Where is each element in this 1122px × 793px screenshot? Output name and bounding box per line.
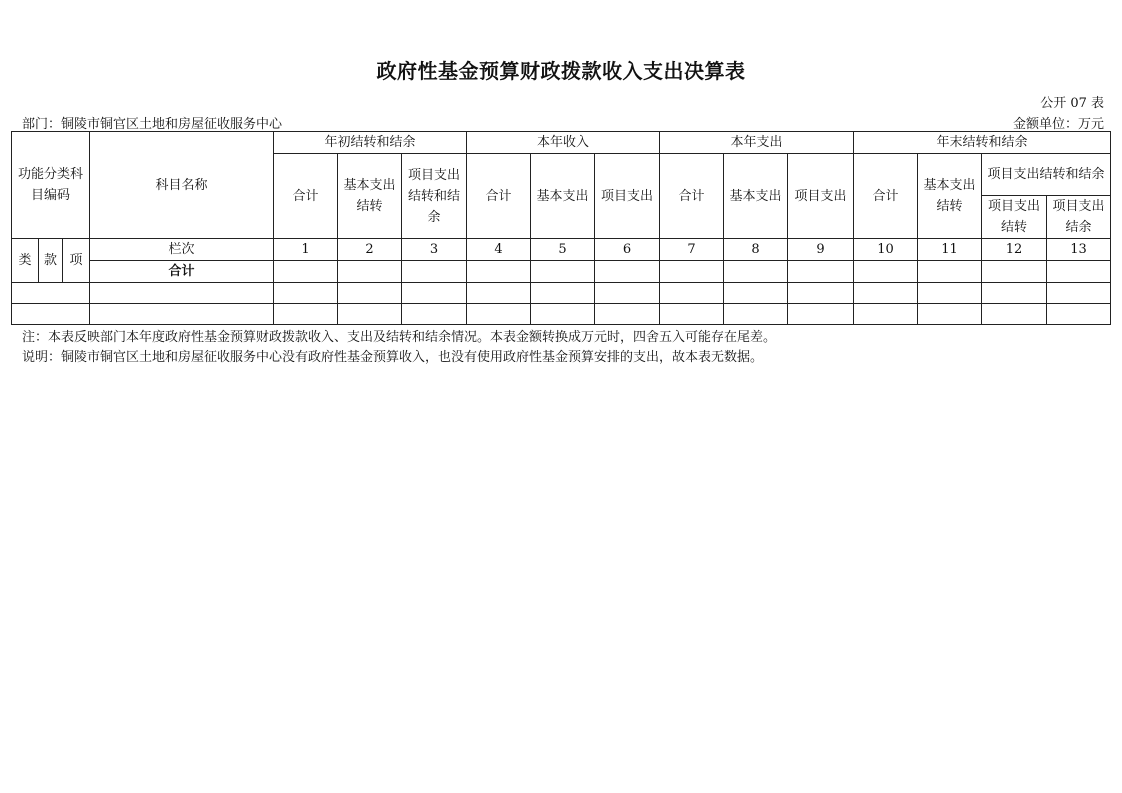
table-cell (982, 304, 1047, 325)
table-cell (918, 283, 982, 304)
table-cell (788, 283, 854, 304)
income-group-header: 本年收入 (467, 132, 660, 154)
column-number: 5 (531, 239, 595, 261)
empty-row (12, 304, 1111, 325)
end-project-balance-header: 项目支出结余 (1047, 196, 1111, 239)
total-row (12, 261, 1111, 283)
table-cell (338, 261, 402, 283)
column-number: 6 (595, 239, 660, 261)
report-title: 政府性基金预算财政拨款收入支出决算表 (376, 59, 746, 83)
table-cell (854, 261, 918, 283)
table-cell (90, 304, 274, 325)
start-balance-group-header: 年初结转和结余 (274, 132, 467, 154)
table-cell (90, 283, 274, 304)
table-cell (724, 283, 788, 304)
table-cell (338, 304, 402, 325)
kuan-header: 款 (39, 239, 63, 283)
table-cell (1047, 283, 1111, 304)
income-total-header: 合计 (467, 154, 531, 239)
table-cell (1047, 261, 1111, 283)
column-number: 13 (1047, 239, 1111, 261)
func-class-header: 功能分类科目编码 (12, 132, 90, 239)
table-cell (918, 261, 982, 283)
table-cell (660, 261, 724, 283)
total-row-label: 合计 (90, 261, 274, 283)
table-cell (531, 304, 595, 325)
table-cell (274, 261, 338, 283)
table-cell (918, 304, 982, 325)
department-label: 部门：铜陵市铜官区土地和房屋征收服务中心 (22, 117, 283, 132)
column-number: 9 (788, 239, 854, 261)
column-number-row (12, 239, 1111, 261)
table-cell (595, 304, 660, 325)
form-number: 公开 07 表 (1040, 96, 1104, 111)
start-total-header: 合计 (274, 154, 338, 239)
subject-name-header: 科目名称 (90, 132, 274, 239)
table-cell (660, 283, 724, 304)
table-cell (1047, 304, 1111, 325)
budget-table (11, 131, 1111, 325)
end-basic-carry-header: 基本支出结转 (918, 154, 982, 239)
column-number: 8 (724, 239, 788, 261)
table-cell (788, 304, 854, 325)
column-number: 7 (660, 239, 724, 261)
amount-unit-label: 金额单位：万元 (1012, 117, 1104, 132)
table-cell (402, 283, 467, 304)
table-cell (724, 304, 788, 325)
table-cell (338, 283, 402, 304)
table-cell (402, 304, 467, 325)
table-cell (402, 261, 467, 283)
header-row-1 (12, 132, 1111, 154)
expense-group-header: 本年支出 (660, 132, 854, 154)
start-project-carry-balance-header: 项目支出结转和结余 (402, 154, 467, 239)
column-number: 3 (402, 239, 467, 261)
table-cell (595, 261, 660, 283)
table-cell (467, 261, 531, 283)
column-number: 4 (467, 239, 531, 261)
end-balance-group-header: 年末结转和结余 (854, 132, 1111, 154)
empty-row (12, 283, 1111, 304)
end-project-carry-balance-header: 项目支出结转和结余 (982, 154, 1111, 196)
end-project-carry-header: 项目支出结转 (982, 196, 1047, 239)
table-cell (274, 283, 338, 304)
expense-basic-header: 基本支出 (724, 154, 788, 239)
column-number: 12 (982, 239, 1047, 261)
column-number: 2 (338, 239, 402, 261)
column-number: 1 (274, 239, 338, 261)
column-row-label: 栏次 (90, 239, 274, 261)
table-cell (660, 304, 724, 325)
table-explanation: 说明：铜陵市铜官区土地和房屋征收服务中心没有政府性基金预算收入，也没有使用政府性基金预算安排的支出，故本表无数据。 (22, 350, 764, 365)
table-cell (274, 304, 338, 325)
end-total-header: 合计 (854, 154, 918, 239)
table-cell (595, 283, 660, 304)
start-basic-carry-header: 基本支出结转 (338, 154, 402, 239)
table-cell (854, 304, 918, 325)
table-cell (788, 261, 854, 283)
table-cell (467, 304, 531, 325)
expense-total-header: 合计 (660, 154, 724, 239)
income-basic-header: 基本支出 (531, 154, 595, 239)
table-cell (467, 283, 531, 304)
table-cell (854, 283, 918, 304)
table-cell (982, 283, 1047, 304)
income-project-header: 项目支出 (595, 154, 660, 239)
table-cell (531, 261, 595, 283)
lei-header: 类 (12, 239, 39, 283)
table-cell (12, 304, 90, 325)
table-cell (724, 261, 788, 283)
expense-project-header: 项目支出 (788, 154, 854, 239)
table-cell (12, 283, 90, 304)
table-cell (531, 283, 595, 304)
column-number: 11 (918, 239, 982, 261)
xiang-header: 项 (63, 239, 90, 283)
table-note: 注：本表反映部门本年度政府性基金预算财政拨款收入、支出及结转和结余情况。本表金额转换成万元时，四舍五入可能存在尾差。 (22, 330, 777, 345)
column-number: 10 (854, 239, 918, 261)
table-cell (982, 261, 1047, 283)
